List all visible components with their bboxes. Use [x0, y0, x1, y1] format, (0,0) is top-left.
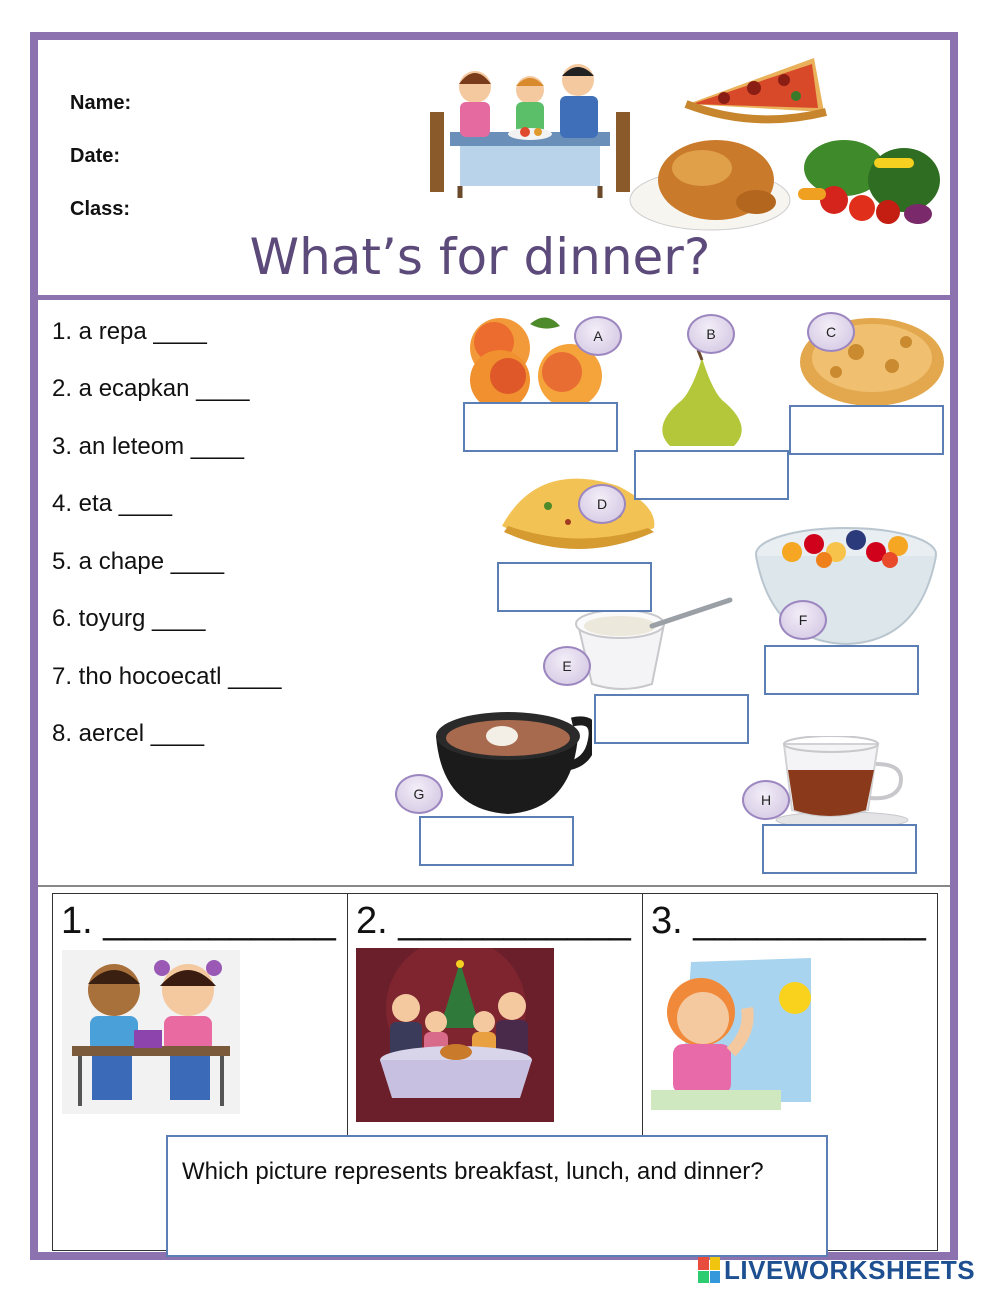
label-bubble-e: E	[543, 646, 591, 686]
label-bubble-a: A	[574, 316, 622, 356]
label-bubble-d: D	[578, 484, 626, 524]
scrambled-word-7: 7. tho hocoecatl ____	[52, 663, 282, 690]
scrambled-word-4: 4. eta ____	[52, 490, 173, 517]
label-bubble-f: F	[779, 600, 827, 640]
logo-text: LIVEWORKSHEETS	[724, 1254, 976, 1285]
scrambled-word-5: 5. a chape ____	[52, 548, 225, 575]
logo-mark-icon	[698, 1257, 720, 1283]
scrambled-word-2: 2. a ecapkan ____	[52, 375, 250, 402]
meal-answer-2[interactable]: 2. ___________	[356, 900, 631, 942]
answer-box-b[interactable]	[634, 450, 789, 500]
answer-box-c[interactable]	[789, 405, 944, 455]
answer-box-f[interactable]	[764, 645, 919, 695]
scrambled-word-3: 3. an leteom ____	[52, 433, 245, 460]
label-bubble-g: G	[395, 774, 443, 814]
worksheet-title: What’s for dinner?	[249, 228, 711, 286]
scrambled-word-1: 1. a repa ____	[52, 318, 207, 345]
pizza-slice-picture	[684, 52, 828, 132]
pear-picture	[650, 350, 754, 450]
label-bubble-h: H	[742, 780, 790, 820]
meal-answer-1[interactable]: 1. ___________	[61, 900, 336, 942]
class-label: Class:	[70, 198, 131, 220]
family-dinner-illustration	[430, 62, 630, 202]
tea-cup-picture	[770, 736, 914, 828]
vegetables-picture	[784, 128, 948, 236]
meals-question: Which picture represents breakfast, lunch, and dinner?	[166, 1135, 828, 1257]
answer-box-h[interactable]	[762, 824, 917, 874]
date-label: Date:	[70, 145, 121, 167]
kids-lunch-picture	[62, 950, 240, 1114]
family-dinner-picture	[356, 948, 554, 1122]
meal-answer-3[interactable]: 3. ___________	[651, 900, 926, 942]
label-bubble-b: B	[687, 314, 735, 354]
label-bubble-c: C	[807, 312, 855, 352]
hot-chocolate-mug-picture	[432, 706, 592, 814]
scrambled-word-8: 8. aercel ____	[52, 720, 205, 747]
morning-wakeup-picture	[651, 952, 811, 1110]
header-divider	[30, 295, 958, 300]
liveworksheets-logo	[698, 1255, 975, 1285]
answer-box-d[interactable]	[497, 562, 652, 612]
answer-box-e[interactable]	[594, 694, 749, 744]
scrambled-word-6: 6. toyurg ____	[52, 605, 206, 632]
roast-chicken-picture	[628, 128, 798, 234]
answer-box-g[interactable]	[419, 816, 574, 866]
answer-box-a[interactable]	[463, 402, 618, 452]
name-label: Name:	[70, 92, 132, 114]
